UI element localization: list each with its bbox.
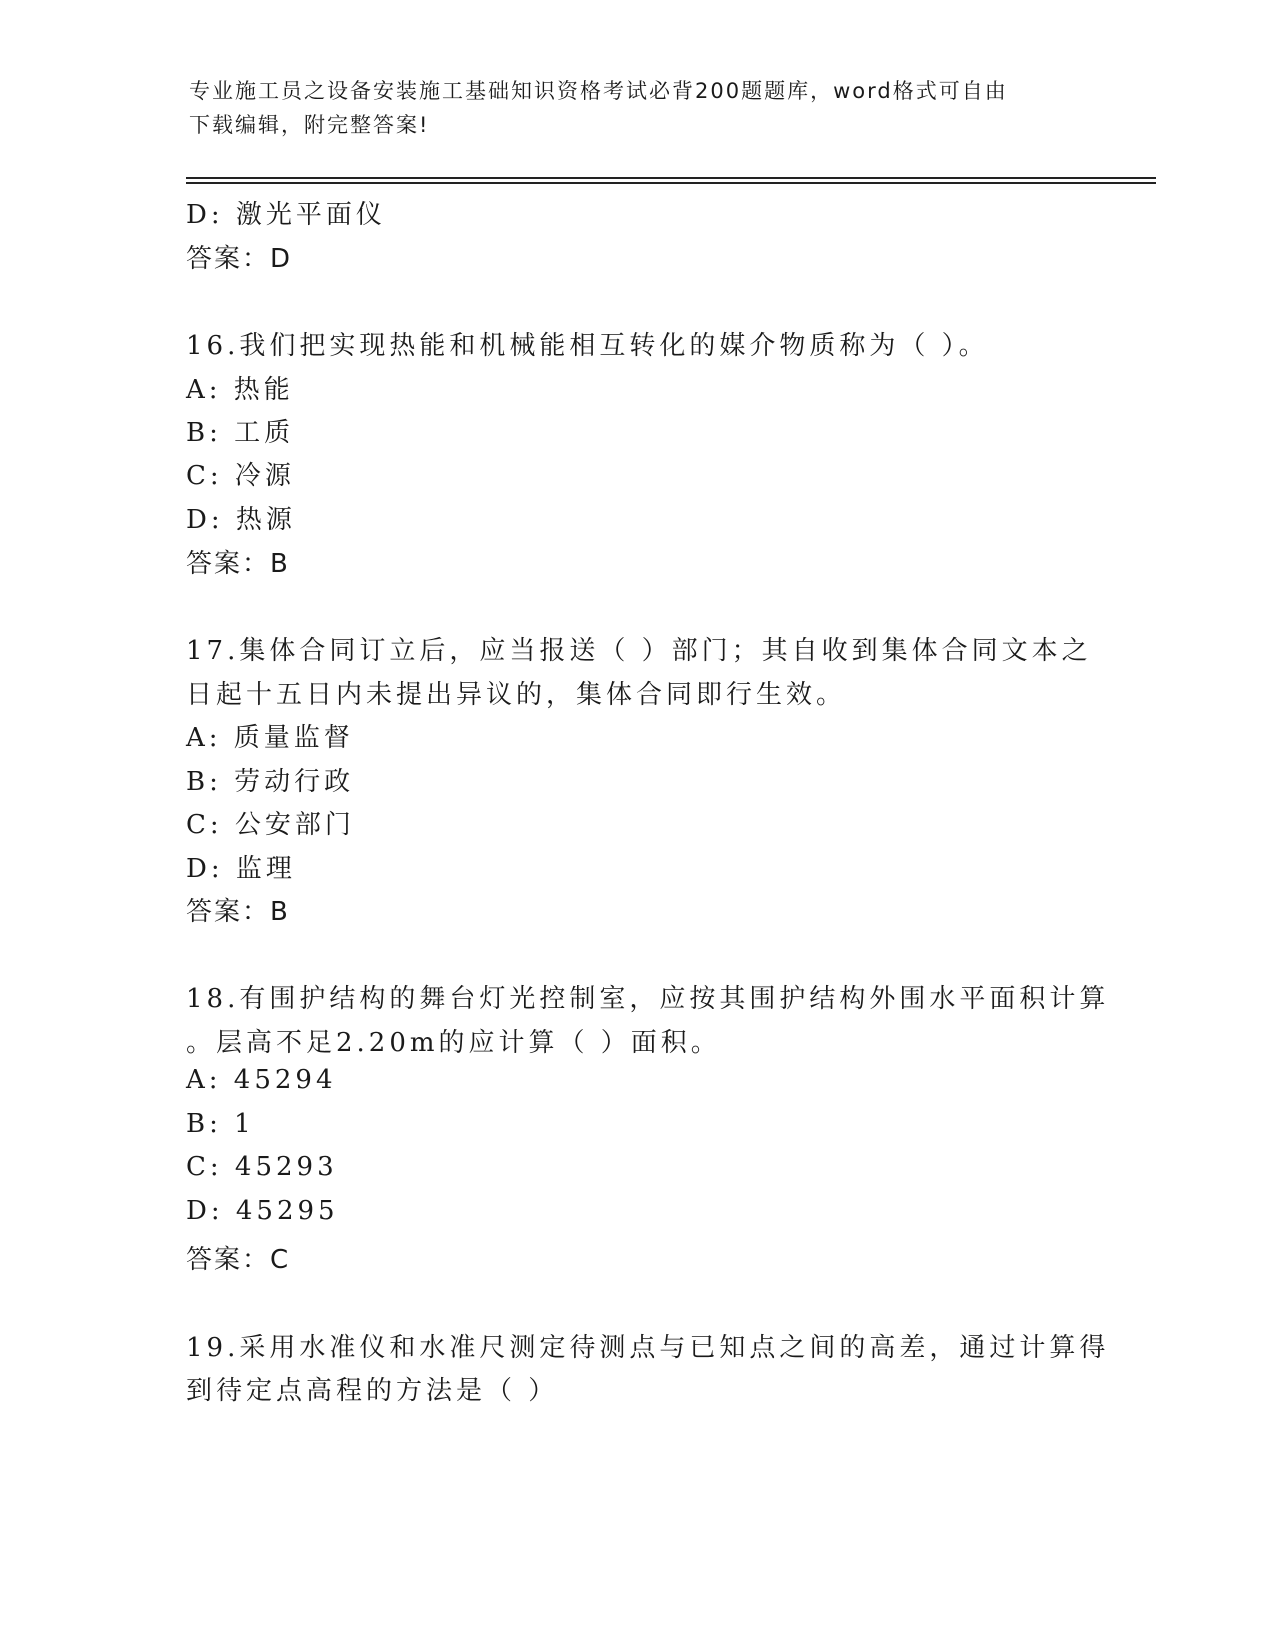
question-18-option-b: B: 1 [186, 1109, 255, 1139]
question-18-stem-line-1: 18.有围护结构的舞台灯光控制室，应按其围护结构外围水平面积计算 [186, 984, 1110, 1014]
question-17-stem-line-2: 日起十五日内未提出异议的，集体合同即行生效。 [186, 680, 847, 710]
header-rule-top [186, 177, 1156, 179]
prev-option-d: D: 激光平面仪 [186, 200, 386, 230]
question-18-option-d: D: 45295 [186, 1196, 339, 1226]
question-17-option-a: A: 质量监督 [186, 723, 354, 753]
question-16-option-c: C: 冷源 [186, 461, 295, 491]
prev-answer: 答案：D [186, 244, 293, 274]
question-19-stem-line-2: 到待定点高程的方法是（ ） [186, 1376, 559, 1406]
question-18-stem-line-2: 。层高不足2.20m的应计算（ ）面积。 [186, 1028, 721, 1058]
question-19-stem-line-1: 19.采用水准仪和水准尺测定待测点与已知点之间的高差，通过计算得 [186, 1333, 1110, 1363]
question-18-option-a: A: 45294 [186, 1065, 337, 1095]
question-18-answer: 答案：C [186, 1245, 291, 1275]
question-18-option-c: C: 45293 [186, 1152, 338, 1182]
question-16-option-d: D: 热源 [186, 505, 296, 535]
question-16-stem: 16.我们把实现热能和机械能相互转化的媒介物质称为（ ）。 [186, 331, 989, 361]
question-16-answer: 答案：B [186, 549, 290, 579]
question-16-option-b: B: 工质 [186, 418, 295, 448]
question-17-answer: 答案：B [186, 897, 290, 927]
header-rule-bottom [186, 182, 1156, 184]
question-17-option-d: D: 监理 [186, 854, 296, 884]
question-17-option-c: C: 公安部门 [186, 810, 355, 840]
question-16-option-a: A: 热能 [186, 375, 294, 405]
document-header [189, 74, 1089, 142]
question-17-option-b: B: 劳动行政 [186, 767, 355, 797]
header-line-2: 下载编辑，附完整答案! [189, 113, 430, 137]
header-line-1: 专业施工员之设备安装施工基础知识资格考试必背200题题库，word格式可自由 [189, 79, 1008, 103]
question-17-stem-line-1: 17.集体合同订立后，应当报送（ ）部门；其自收到集体合同文本之 [186, 636, 1092, 666]
